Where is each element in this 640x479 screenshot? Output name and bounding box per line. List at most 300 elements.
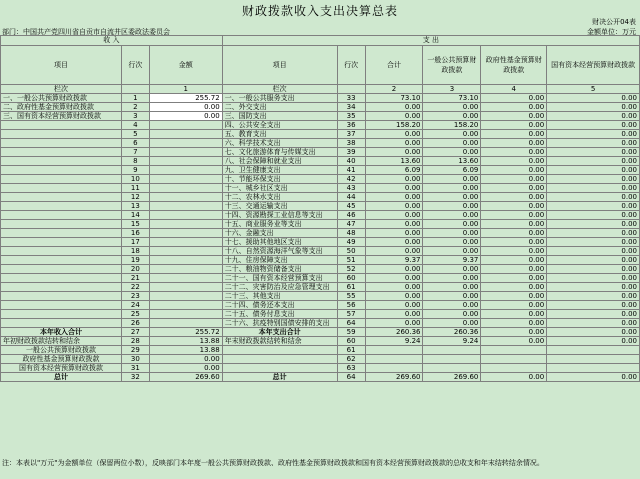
income-amount [149, 229, 222, 238]
expense-item: 十三、交通运输支出 [222, 202, 337, 211]
expense-general-budget: 0.00 [423, 211, 481, 220]
expense-item: 二、外交支出 [222, 103, 337, 112]
table-row [1, 301, 640, 310]
table-row [1, 355, 640, 364]
expense-gov-fund: 0.00 [481, 337, 547, 346]
expense-state-capital: 0.00 [547, 193, 640, 202]
expense-state-capital: 0.00 [547, 220, 640, 229]
income-row-no: 24 [121, 301, 149, 310]
income-amount [149, 238, 222, 247]
expense-gov-fund: 0.00 [481, 274, 547, 283]
col-index-1: 1 [149, 85, 222, 94]
expense-state-capital [547, 346, 640, 355]
table-row [1, 328, 640, 337]
expense-state-capital: 0.00 [547, 175, 640, 184]
table-row [1, 121, 640, 130]
expense-row-no: 39 [337, 148, 365, 157]
expense-gov-fund: 0.00 [481, 247, 547, 256]
expense-total: 0.00 [365, 238, 423, 247]
expense-gov-fund [481, 355, 547, 364]
income-row-no: 23 [121, 292, 149, 301]
expense-total: 0.00 [365, 130, 423, 139]
income-item [1, 247, 122, 256]
expense-gov-fund: 0.00 [481, 319, 547, 328]
table-row [1, 337, 640, 346]
expense-state-capital: 0.00 [547, 112, 640, 121]
expense-total: 0.00 [365, 283, 423, 292]
expense-row-no: 33 [337, 94, 365, 103]
expense-row-no: 64 [337, 319, 365, 328]
income-item-header: 项目 [1, 46, 122, 85]
lanci-label-right: 栏次 [222, 85, 337, 94]
income-row-no: 17 [121, 238, 149, 247]
income-amount: 0.00 [149, 355, 222, 364]
expense-gov-fund [481, 346, 547, 355]
col-index-4: 4 [481, 85, 547, 94]
income-amount [149, 211, 222, 220]
table-row [1, 247, 640, 256]
expense-item: 二十、粮油物资储备支出 [222, 265, 337, 274]
income-row-no-header: 行次 [121, 46, 149, 85]
expense-gov-fund: 0.00 [481, 139, 547, 148]
table-row [1, 229, 640, 238]
income-amount [149, 247, 222, 256]
income-amount [149, 193, 222, 202]
expense-general-budget: 0.00 [423, 301, 481, 310]
income-item [1, 238, 122, 247]
expense-item: 十二、农林水支出 [222, 193, 337, 202]
expense-gov-fund: 0.00 [481, 220, 547, 229]
expense-total: 269.60 [365, 373, 423, 382]
expense-item-header: 项目 [222, 46, 337, 85]
expense-gov-fund: 0.00 [481, 373, 547, 382]
expense-state-capital: 0.00 [547, 337, 640, 346]
expense-row-no: 55 [337, 292, 365, 301]
income-item [1, 274, 122, 283]
table-row [1, 103, 640, 112]
expense-row-no: 59 [337, 328, 365, 337]
col-index-5: 5 [547, 85, 640, 94]
expense-general-budget [423, 364, 481, 373]
expense-general-budget: 0.00 [423, 139, 481, 148]
expense-gov-fund: 0.00 [481, 184, 547, 193]
income-amount [149, 130, 222, 139]
income-item [1, 310, 122, 319]
expense-state-capital [547, 364, 640, 373]
expense-item: 二十三、其他支出 [222, 292, 337, 301]
expense-general-budget: 0.00 [423, 292, 481, 301]
expense-row-no: 52 [337, 265, 365, 274]
expense-state-capital: 0.00 [547, 319, 640, 328]
table-row [1, 130, 640, 139]
expense-row-no: 41 [337, 166, 365, 175]
expense-total: 158.20 [365, 121, 423, 130]
income-item [1, 121, 122, 130]
table-row [1, 148, 640, 157]
expense-gov-fund: 0.00 [481, 238, 547, 247]
expense-total: 9.37 [365, 256, 423, 265]
expense-gov-fund: 0.00 [481, 283, 547, 292]
budget-table [0, 35, 640, 382]
expense-item: 二十六、抗疫特别国债安排的支出 [222, 319, 337, 328]
income-row-no: 3 [121, 112, 149, 121]
expense-item [222, 364, 337, 373]
income-amount-header: 金额 [149, 46, 222, 85]
expense-state-capital: 0.00 [547, 211, 640, 220]
income-item [1, 166, 122, 175]
expense-gov-fund: 0.00 [481, 310, 547, 319]
expense-item: 五、教育支出 [222, 130, 337, 139]
expense-general-budget: 0.00 [423, 184, 481, 193]
expense-general-budget: 0.00 [423, 319, 481, 328]
table-row [1, 175, 640, 184]
expense-item: 十五、商业服务业等支出 [222, 220, 337, 229]
expense-state-capital: 0.00 [547, 256, 640, 265]
income-row-no: 12 [121, 193, 149, 202]
expense-state-capital: 0.00 [547, 229, 640, 238]
table-row [1, 283, 640, 292]
expense-state-capital: 0.00 [547, 274, 640, 283]
expense-row-no: 61 [337, 283, 365, 292]
income-row-no: 19 [121, 256, 149, 265]
expense-state-capital: 0.00 [547, 310, 640, 319]
expense-state-capital: 0.00 [547, 103, 640, 112]
expense-item: 二十二、灾害防治及应急管理支出 [222, 283, 337, 292]
expense-row-no: 47 [337, 220, 365, 229]
expense-state-capital: 0.00 [547, 121, 640, 130]
expense-item: 九、卫生健康支出 [222, 166, 337, 175]
income-item [1, 193, 122, 202]
income-row-no: 29 [121, 346, 149, 355]
expense-item: 本年支出合计 [222, 328, 337, 337]
table-row [1, 238, 640, 247]
income-row-no: 20 [121, 265, 149, 274]
table-row [1, 202, 640, 211]
expense-state-capital: 0.00 [547, 94, 640, 103]
expense-row-no: 49 [337, 238, 365, 247]
expense-row-no: 62 [337, 355, 365, 364]
income-amount: 255.72 [149, 328, 222, 337]
expense-gov-fund: 0.00 [481, 166, 547, 175]
income-amount: 255.72 [149, 94, 222, 103]
income-item: 国有资本经营预算财政拨款 [1, 364, 122, 373]
income-row-no: 8 [121, 157, 149, 166]
expense-gov-fund: 0.00 [481, 112, 547, 121]
income-row-no: 2 [121, 103, 149, 112]
income-row-no: 21 [121, 274, 149, 283]
expense-general-budget: 0.00 [423, 310, 481, 319]
expense-general-budget: 6.09 [423, 166, 481, 175]
expense-state-capital: 0.00 [547, 139, 640, 148]
expense-total [365, 364, 423, 373]
lanci-label-left: 栏次 [1, 85, 122, 94]
expense-row-no: 35 [337, 112, 365, 121]
table-row [1, 157, 640, 166]
expense-item: 十八、自然资源海洋气象等支出 [222, 247, 337, 256]
income-item: 二、政府性基金预算财政拨款 [1, 103, 122, 112]
expense-general-budget: 0.00 [423, 103, 481, 112]
expense-row-no: 38 [337, 139, 365, 148]
income-item [1, 175, 122, 184]
expense-item: 六、科学技术支出 [222, 139, 337, 148]
income-row-no: 31 [121, 364, 149, 373]
table-row [1, 373, 640, 382]
expense-gov-fund: 0.00 [481, 211, 547, 220]
expense-state-capital: 0.00 [547, 373, 640, 382]
income-row-no: 11 [121, 184, 149, 193]
expense-item: 十六、金融支出 [222, 229, 337, 238]
expense-total: 0.00 [365, 202, 423, 211]
expense-state-capital: 0.00 [547, 301, 640, 310]
income-amount [149, 256, 222, 265]
expense-row-no: 36 [337, 121, 365, 130]
table-row [1, 112, 640, 121]
expense-row-no: 40 [337, 157, 365, 166]
gov-fund-header: 政府性基金预算财政拨款 [481, 46, 547, 85]
income-item [1, 283, 122, 292]
department-label: 部门：中国共产党四川省自贡市自流井区委政法委员会 [2, 28, 170, 36]
income-amount: 269.60 [149, 373, 222, 382]
income-amount [149, 220, 222, 229]
expense-state-capital: 0.00 [547, 184, 640, 193]
expense-row-no: 60 [337, 274, 365, 283]
income-amount [149, 202, 222, 211]
expense-total [365, 346, 423, 355]
expense-total: 0.00 [365, 112, 423, 121]
income-row-no: 32 [121, 373, 149, 382]
expense-item: 十、节能环保支出 [222, 175, 337, 184]
expense-total: 0.00 [365, 247, 423, 256]
expense-row-no: 63 [337, 364, 365, 373]
expense-row-no: 43 [337, 184, 365, 193]
income-row-no: 27 [121, 328, 149, 337]
expense-gov-fund: 0.00 [481, 328, 547, 337]
income-row-no: 28 [121, 337, 149, 346]
expense-total: 6.09 [365, 166, 423, 175]
income-row-no: 1 [121, 94, 149, 103]
expense-general-budget: 9.37 [423, 256, 481, 265]
expense-gov-fund: 0.00 [481, 130, 547, 139]
expense-general-budget: 0.00 [423, 265, 481, 274]
expense-general-budget: 0.00 [423, 229, 481, 238]
expense-total: 0.00 [365, 148, 423, 157]
expense-state-capital: 0.00 [547, 328, 640, 337]
expense-general-budget [423, 355, 481, 364]
expense-item: 十九、住房保障支出 [222, 256, 337, 265]
income-item [1, 211, 122, 220]
expense-total: 0.00 [365, 319, 423, 328]
expense-gov-fund: 0.00 [481, 103, 547, 112]
expense-row-no: 56 [337, 301, 365, 310]
income-item [1, 148, 122, 157]
expense-total [365, 355, 423, 364]
table-row [1, 292, 640, 301]
income-amount [149, 283, 222, 292]
income-item: 政府性基金预算财政拨款 [1, 355, 122, 364]
expense-total: 0.00 [365, 193, 423, 202]
income-amount [149, 319, 222, 328]
income-row-no: 18 [121, 247, 149, 256]
expense-general-budget: 269.60 [423, 373, 481, 382]
expense-item: 三、国防支出 [222, 112, 337, 121]
expense-gov-fund [481, 364, 547, 373]
expense-gov-fund: 0.00 [481, 256, 547, 265]
expense-general-budget [423, 346, 481, 355]
income-item [1, 139, 122, 148]
income-item: 年初财政拨款结转和结余 [1, 337, 122, 346]
expense-total: 0.00 [365, 211, 423, 220]
form-number: 财决公开04表 [592, 18, 636, 26]
income-amount [149, 157, 222, 166]
expense-general-budget: 0.00 [423, 130, 481, 139]
table-row [1, 346, 640, 355]
income-amount: 13.88 [149, 346, 222, 355]
expense-row-no: 64 [337, 373, 365, 382]
expense-item: 年末财政拨款结转和结余 [222, 337, 337, 346]
income-row-no: 26 [121, 319, 149, 328]
expense-state-capital: 0.00 [547, 238, 640, 247]
expense-general-budget: 9.24 [423, 337, 481, 346]
income-row-no: 7 [121, 148, 149, 157]
income-row-no: 13 [121, 202, 149, 211]
expense-total: 73.10 [365, 94, 423, 103]
expense-total: 13.60 [365, 157, 423, 166]
income-item [1, 301, 122, 310]
expense-general-budget: 0.00 [423, 202, 481, 211]
expense-item: 十七、援助其他地区支出 [222, 238, 337, 247]
table-row [1, 274, 640, 283]
expense-row-no: 60 [337, 337, 365, 346]
report-title: 财政拨款收入支出决算总表 [241, 4, 398, 18]
table-row [1, 364, 640, 373]
expense-item: 八、社会保障和就业支出 [222, 157, 337, 166]
income-item [1, 220, 122, 229]
expense-general-budget: 0.00 [423, 283, 481, 292]
expense-state-capital: 0.00 [547, 157, 640, 166]
income-item [1, 157, 122, 166]
expense-general-budget: 0.00 [423, 238, 481, 247]
expense-gov-fund: 0.00 [481, 193, 547, 202]
expense-state-capital [547, 355, 640, 364]
expense-gov-fund: 0.00 [481, 94, 547, 103]
table-row [1, 220, 640, 229]
expense-gov-fund: 0.00 [481, 157, 547, 166]
expense-state-capital: 0.00 [547, 247, 640, 256]
income-item [1, 202, 122, 211]
income-amount [149, 310, 222, 319]
expense-row-no: 42 [337, 175, 365, 184]
expense-item: 二十五、债务付息支出 [222, 310, 337, 319]
expense-total: 0.00 [365, 301, 423, 310]
expense-gov-fund: 0.00 [481, 265, 547, 274]
table-row [1, 184, 640, 193]
expense-state-capital: 0.00 [547, 130, 640, 139]
income-amount: 0.00 [149, 103, 222, 112]
unit-label: 金额单位：万元 [587, 28, 636, 36]
income-header: 收 入 [1, 36, 223, 46]
income-amount [149, 148, 222, 157]
income-row-no: 16 [121, 229, 149, 238]
expense-item: 十一、城乡社区支出 [222, 184, 337, 193]
expense-row-no: 48 [337, 229, 365, 238]
income-item [1, 130, 122, 139]
expense-row-no: 46 [337, 211, 365, 220]
expense-general-budget: 260.36 [423, 328, 481, 337]
income-row-no: 25 [121, 310, 149, 319]
expense-general-budget: 0.00 [423, 193, 481, 202]
expense-item [222, 346, 337, 355]
table-row [1, 319, 640, 328]
expense-row-no-header: 行次 [337, 46, 365, 85]
income-row-no: 22 [121, 283, 149, 292]
income-amount: 0.00 [149, 364, 222, 373]
table-row [1, 211, 640, 220]
expense-gov-fund: 0.00 [481, 148, 547, 157]
expense-item: 十四、资源勘探工业信息等支出 [222, 211, 337, 220]
expense-gov-fund: 0.00 [481, 175, 547, 184]
income-amount [149, 175, 222, 184]
expense-item: 二十四、债务还本支出 [222, 301, 337, 310]
income-row-no: 30 [121, 355, 149, 364]
expense-row-no: 37 [337, 130, 365, 139]
income-amount [149, 292, 222, 301]
footnote: 注：本表以"万元"为金额单位（保留两位小数），反映部门本年度一般公共预算财政拨款、政府性基金预算财政拨款和国有资本经营预算财政拨款的总收支和年末结转结余情况。 [2, 459, 544, 467]
expense-gov-fund: 0.00 [481, 301, 547, 310]
income-row-no: 15 [121, 220, 149, 229]
col-index-2: 2 [365, 85, 423, 94]
income-amount [149, 166, 222, 175]
expense-general-budget: 0.00 [423, 175, 481, 184]
expense-general-budget: 0.00 [423, 274, 481, 283]
expense-general-budget: 158.20 [423, 121, 481, 130]
expense-item: 总计 [222, 373, 337, 382]
expense-general-budget: 0.00 [423, 112, 481, 121]
expense-state-capital: 0.00 [547, 283, 640, 292]
income-item [1, 265, 122, 274]
income-amount [149, 274, 222, 283]
expense-state-capital: 0.00 [547, 202, 640, 211]
income-row-no: 5 [121, 130, 149, 139]
expense-gov-fund: 0.00 [481, 292, 547, 301]
income-row-no: 14 [121, 211, 149, 220]
expense-total: 9.24 [365, 337, 423, 346]
income-item: 总计 [1, 373, 122, 382]
expense-gov-fund: 0.00 [481, 229, 547, 238]
income-row-no: 10 [121, 175, 149, 184]
expense-total: 0.00 [365, 103, 423, 112]
income-amount [149, 265, 222, 274]
table-row [1, 139, 640, 148]
income-item [1, 319, 122, 328]
income-item [1, 256, 122, 265]
expense-general-budget: 13.60 [423, 157, 481, 166]
table-row [1, 166, 640, 175]
expense-gov-fund: 0.00 [481, 121, 547, 130]
income-row-no: 6 [121, 139, 149, 148]
expense-state-capital: 0.00 [547, 148, 640, 157]
income-item: 一、一般公共预算财政拨款 [1, 94, 122, 103]
income-item [1, 229, 122, 238]
expense-row-no: 45 [337, 202, 365, 211]
expense-total: 0.00 [365, 265, 423, 274]
expense-total: 0.00 [365, 139, 423, 148]
expense-item: 四、公共安全支出 [222, 121, 337, 130]
expense-state-capital: 0.00 [547, 292, 640, 301]
table-row [1, 310, 640, 319]
expense-general-budget: 73.10 [423, 94, 481, 103]
table-row [1, 193, 640, 202]
expense-row-no: 34 [337, 103, 365, 112]
